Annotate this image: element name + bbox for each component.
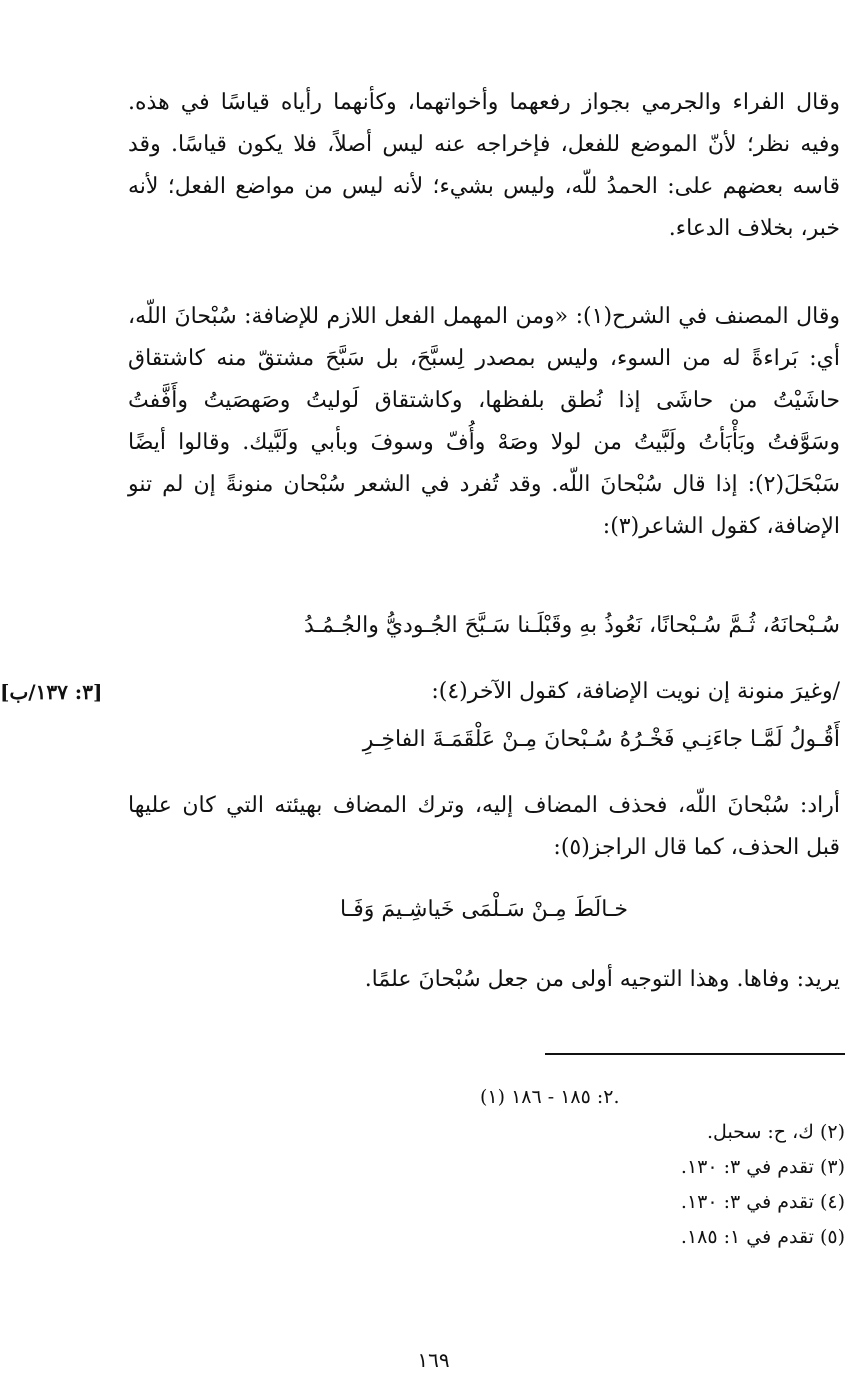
manuscript-folio-note: [٣: ١٣٧/ب] xyxy=(0,680,103,704)
paragraph-2: وقال المصنف في الشرح(١): «ومن المهمل الفعل اللازم للإضافة: سُبْحانَ اللّه، أي: بَراءةً له من السوء، وليس بمصدر لِسبَّحَ، بل سَبَّحَ مشتقّ منه كاشتقاق حاشَيْتُ من حاشَى إذا نُطق بلفظها، وكاشتقاق لَوليتُ وصَهصَيتُ وأَفَّفتُ وسَوَّفتُ وبَأْبَأتُ ولَبَّيتُ من لولا وصَهْ وأُفّ وسوفَ وبأبي ولَبَّيك. وقالوا أيضًا سَبْحَلَ(٢): إذا قال سُبْحانَ اللّه. وقد تُفرد في الشعر سُبْحان منونةً إن لم تنو الإضافة، كقول الشاعر(٣): xyxy=(128,304,840,539)
footnote-5: (٥) تقدم في ١: ١٨٥. xyxy=(680,1226,845,1248)
verse-3: خـالَطَ مِـنْ سَـلْمَى خَياشِـيمَ وَفَـا xyxy=(340,897,628,922)
footnote-2: (٢) ك، ح: سحبل. xyxy=(707,1121,845,1143)
paragraph-1: وقال الفراء والجرمي بجواز رفعهما وأخواتهما، وكأنهما رأياه قياسًا في هذه. وفيه نظر؛ لأنّ الموضع للفعل، فإخراجه عنه ليس أصلاً، فلا يكون قياسًا. وقد قاسه بعضهم على: الحمدُ للّه، وليس بشيء؛ لأنه ليس من مواضع الفعل؛ لأنه خبر، بخلاف الدعاء. xyxy=(128,90,840,241)
paragraph-4: يريد: وفاها. وهذا التوجيه أولى من جعل سُبْحانَ علمًا. xyxy=(364,967,840,992)
footnote-separator xyxy=(545,1053,845,1055)
verse-2: أَقُـولُ لَمَّـا جاءَنِـي فَخْـرُهُ سُـبْحانَ مِـنْ عَلْقَمَـةَ الفاخِـرِ xyxy=(362,727,840,752)
verse-1-followup: /وغيرَ منونة إن نويت الإضافة، كقول الآخر(٤): xyxy=(431,679,840,704)
verse-1: سُـبْحانَهُ، ثُـمَّ سُـبْحانًا، نَعُوذُ بهِ وقَبْلَـنا سَـبَّحَ الجُـوديُّ والجُـمُـدُ xyxy=(304,613,840,638)
page-number: ١٦٩ xyxy=(417,1348,450,1372)
footnote-4: (٤) تقدم في ٣: ١٣٠. xyxy=(680,1191,845,1213)
footnote-3: (٣) تقدم في ٣: ١٣٠. xyxy=(680,1156,845,1178)
footnote-1: (١) ٢: ١٨٥ - ١٨٦. xyxy=(480,1086,620,1108)
paragraph-3: أراد: سُبْحانَ اللّه، فحذف المضاف إليه، وترك المضاف بهيئته التي كان عليها قبل الحذف، كما قال الراجز(٥): xyxy=(128,793,840,860)
